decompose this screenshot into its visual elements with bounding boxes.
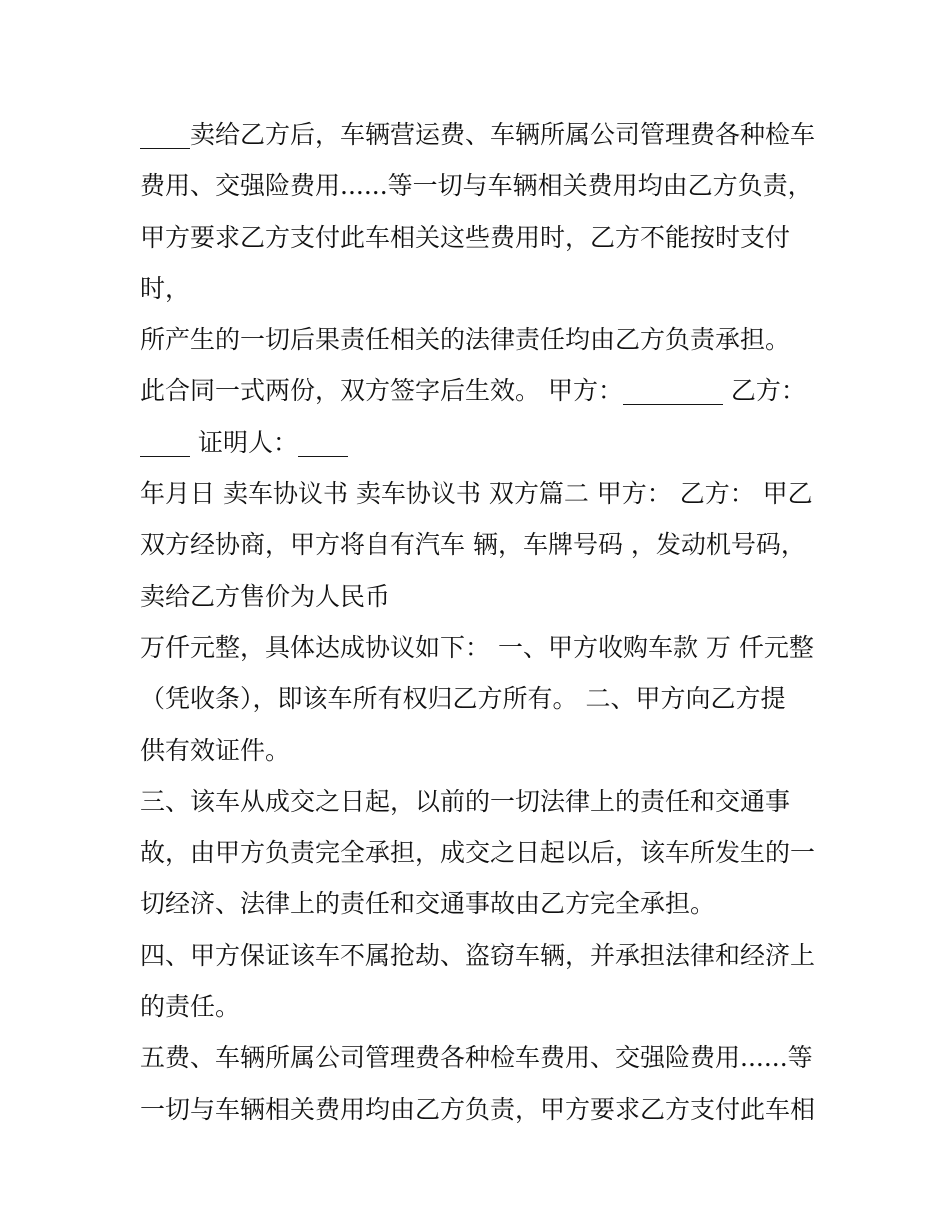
text-line: 万仟元整，具体达成协议如下： 一、甲方收购车款 万 仟元整 — [140, 632, 814, 662]
document-body — [140, 109, 820, 1135]
text-line: 供有效证件。 — [140, 735, 291, 765]
text-line: 一切与车辆相关费用均由乙方负责，甲方要求乙方支付此车相 — [140, 1094, 816, 1124]
text-line: （凭收条），即该车所有权归乙方所有。 二、甲方向乙方提 — [140, 684, 786, 714]
text-line: 三、该车从成交之日起，以前的一切法律上的责任和交通事 — [140, 786, 791, 816]
text-line: 四、甲方保证该车不属抢劫、盗窃车辆，并承担法律和经济上 — [140, 940, 816, 970]
text-line: 的责任。 — [140, 992, 241, 1022]
text-line: 故，由甲方负责完全承担，成交之日起以后，该车所发生的一 — [140, 838, 816, 868]
text-line: 时， — [140, 273, 191, 303]
text-line: 所产生的一切后果责任相关的法律责任均由乙方负责承担。 — [140, 325, 791, 355]
text-line: 此合同一式两份，双方签字后生效。 甲方：________ 乙方： — [140, 376, 806, 406]
text-line: 五费、车辆所属公司管理费各种检车费用、交强险费用......等 — [140, 1043, 813, 1073]
text-line: 卖给乙方售价为人民币 — [140, 581, 391, 611]
text-line: 双方经协商，甲方将自有汽车 辆，车牌号码 ，发动机号码， — [140, 530, 806, 560]
text-line: ____卖给乙方后，车辆营运费、车辆所属公司管理费各种检车 — [140, 120, 816, 149]
text-line: 年月日 卖车协议书 卖车协议书 双方篇二 甲方： 乙方： 甲乙 — [140, 479, 813, 509]
text-line: 费用、交强险费用......等一切与车辆相关费用均由乙方负责， — [140, 171, 813, 201]
text-line: 甲方要求乙方支付此车相关这些费用时，乙方不能按时支付 — [140, 222, 791, 252]
text-line: 切经济、法律上的责任和交通事故由乙方完全承担。 — [140, 889, 716, 919]
text-line: ____ 证明人：____ — [140, 427, 348, 457]
